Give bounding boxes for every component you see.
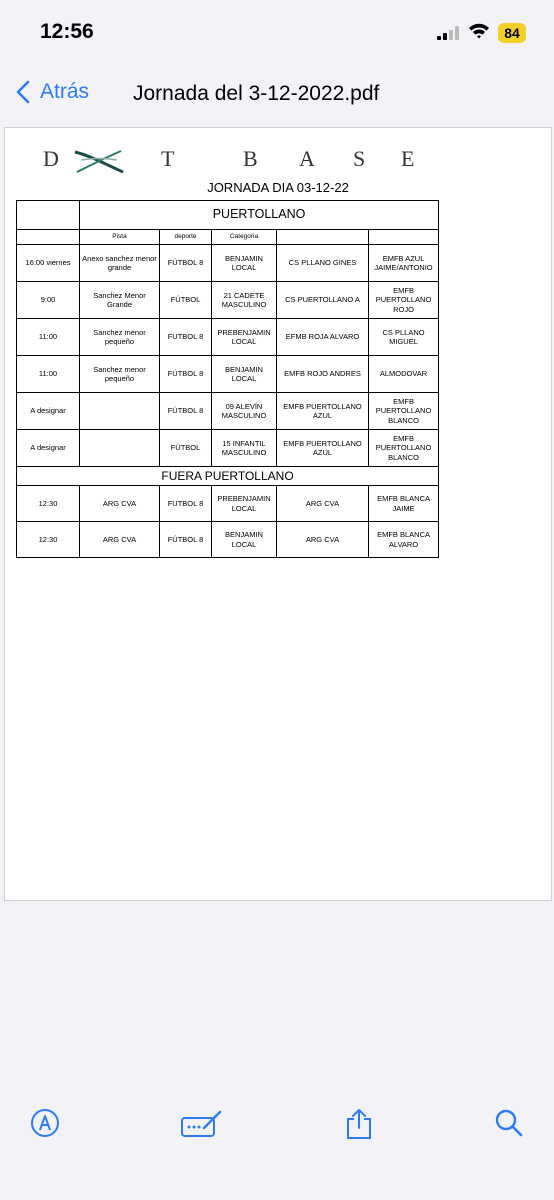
- logo-letter: D: [43, 146, 59, 171]
- table-cell: EMFB PUERTOLLANO ROJO: [369, 282, 439, 319]
- table-cell: PREBENJAMIN LOCAL: [212, 319, 277, 356]
- table-row: [17, 486, 439, 522]
- table-cell: EMFB BLANCA JAIME: [369, 486, 439, 522]
- table-row: [17, 430, 439, 467]
- table-cell: FÚTBOL 8: [160, 522, 212, 558]
- document-heading: JORNADA DIA 03-12-22: [207, 180, 349, 195]
- section-title: PUERTOLLANO: [80, 201, 439, 230]
- logo-x-mark: [71, 148, 127, 174]
- markup-icon[interactable]: [30, 1108, 60, 1138]
- table-cell: FÚTBOL: [160, 430, 212, 467]
- table-cell: Sanchez Menor Grande: [80, 282, 160, 319]
- table-cell: 11:00: [17, 319, 80, 356]
- table-cell: [80, 430, 160, 467]
- table-cell: [80, 393, 160, 430]
- table-cell: Sanchez menor pequeño: [80, 319, 160, 356]
- table-cell: EMFB PUERTOLLANO AZUL: [277, 393, 369, 430]
- table-row: [17, 393, 439, 430]
- table-row: [17, 319, 439, 356]
- schedule-table: [16, 200, 439, 558]
- table-cell: BENJAMIN LOCAL: [212, 356, 277, 393]
- column-header: Categoria: [212, 230, 277, 245]
- battery-indicator: 84: [498, 23, 526, 43]
- table-cell: A designar: [17, 393, 80, 430]
- page-title: Jornada del 3-12-2022.pdf: [133, 82, 380, 105]
- dxt-base-logo: [43, 146, 423, 176]
- share-icon[interactable]: [344, 1108, 374, 1140]
- section-row: [17, 201, 439, 230]
- table-cell: EMFB PUERTOLLANO AZUL: [277, 430, 369, 467]
- back-button[interactable]: [16, 80, 89, 104]
- table-cell: FÚTBOL 8: [160, 356, 212, 393]
- table-cell: A designar: [17, 430, 80, 467]
- table-cell: EMFB BLANCA ALVARO: [369, 522, 439, 558]
- logo-letter: E: [401, 146, 415, 171]
- table-row: [17, 282, 439, 319]
- column-header: deporte: [160, 230, 212, 245]
- table-cell: EFMB ROJA ALVARO: [277, 319, 369, 356]
- logo-letter: S: [353, 146, 366, 171]
- table-cell: 16:00 viernes: [17, 245, 80, 282]
- table-cell: EMFB ROJO ANDRES: [277, 356, 369, 393]
- table-cell: CS PLLANO MIGUEL: [369, 319, 439, 356]
- table-cell: ALMODOVAR: [369, 356, 439, 393]
- table-cell: ARG CVA: [277, 522, 369, 558]
- wifi-icon: [468, 22, 490, 40]
- signature-icon[interactable]: [180, 1108, 224, 1138]
- column-header: Pista: [80, 230, 160, 245]
- back-label: Atrás: [40, 80, 90, 103]
- search-icon[interactable]: [494, 1108, 524, 1138]
- table-cell: CS PLLANO GINES: [277, 245, 369, 282]
- section-row: [17, 467, 439, 486]
- table-cell: FÚTBOL: [160, 282, 212, 319]
- pdf-page[interactable]: [4, 127, 552, 901]
- table-cell: 9:00: [17, 282, 80, 319]
- table-cell: FUTBOL 8: [160, 486, 212, 522]
- table-cell: EMFB PUERTOLLANO BLANCO: [369, 393, 439, 430]
- table-cell: FUTBOL 8: [160, 319, 212, 356]
- cellular-signal-icon: [437, 26, 459, 40]
- table-cell: EMFB PUERTOLLANO BLANCO: [369, 430, 439, 467]
- column-header-row: [17, 230, 439, 245]
- table-cell: BENJAMIN LOCAL: [212, 522, 277, 558]
- table-cell: ARG CVA: [80, 522, 160, 558]
- section-title: FUERA PUERTOLLANO: [17, 467, 439, 486]
- table-cell: Sanchez menor pequeño: [80, 356, 160, 393]
- table-cell: Anexo sanchez menor grande: [80, 245, 160, 282]
- table-cell: 12:30: [17, 486, 80, 522]
- status-bar: [0, 0, 554, 60]
- table-cell: BENJAMIN LOCAL: [212, 245, 277, 282]
- table-cell: ARG CVA: [277, 486, 369, 522]
- table-cell: 11:00: [17, 356, 80, 393]
- logo-letter: A: [299, 146, 315, 171]
- logo-letter: B: [243, 146, 258, 171]
- table-cell: 15 INFANTIL MASCULINO: [212, 430, 277, 467]
- table-row: [17, 245, 439, 282]
- table-cell: ARG CVA: [80, 486, 160, 522]
- table-cell: EMFB AZUL JAIME/ANTONIO: [369, 245, 439, 282]
- table-cell: PREBENJAMIN LOCAL: [212, 486, 277, 522]
- table-cell: FÚTBOL 8: [160, 245, 212, 282]
- logo-letter: T: [161, 146, 175, 171]
- table-cell: CS PUERTOLLANO A: [277, 282, 369, 319]
- table-row: [17, 356, 439, 393]
- table-cell: 12:30: [17, 522, 80, 558]
- navigation-bar: [0, 70, 554, 118]
- status-time: 12:56: [40, 20, 94, 43]
- bottom-toolbar: [0, 1080, 554, 1200]
- table-cell: FÚTBOL 8: [160, 393, 212, 430]
- table-cell: 09 ALEVÍN MASCULINO: [212, 393, 277, 430]
- table-cell: 21 CADETE MASCULINO: [212, 282, 277, 319]
- table-row: [17, 522, 439, 558]
- chevron-left-icon: [16, 80, 30, 104]
